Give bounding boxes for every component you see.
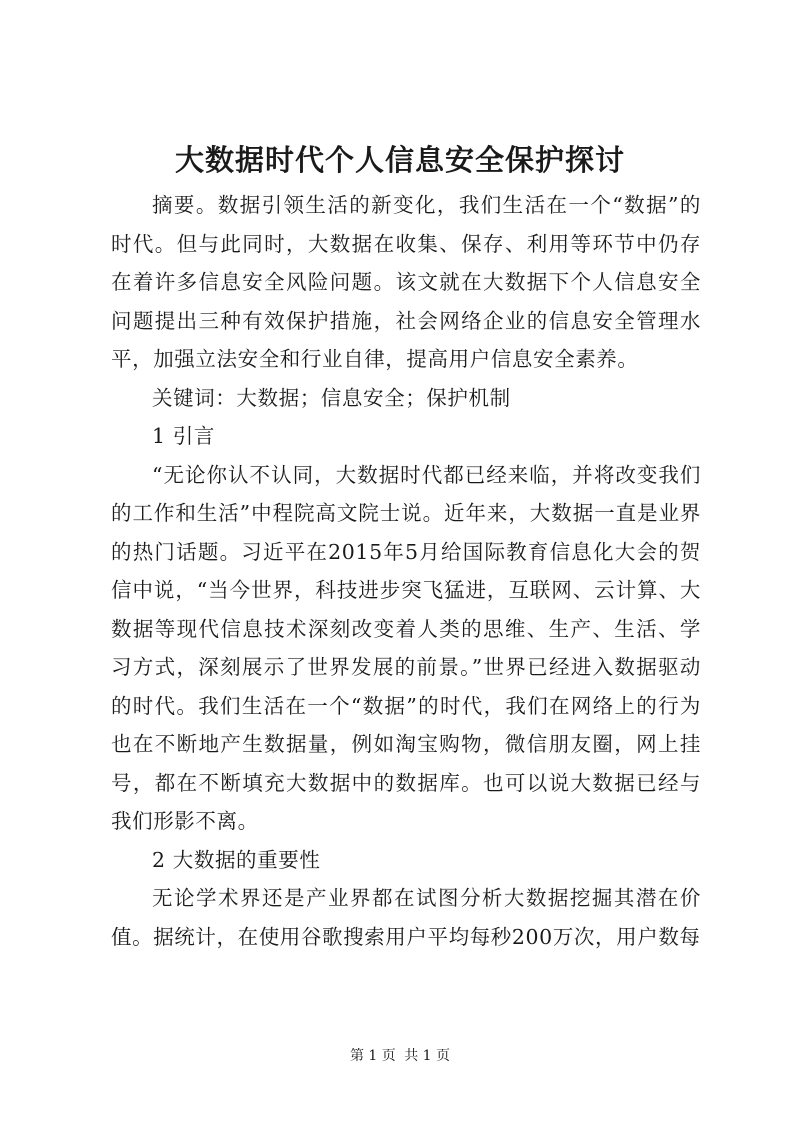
section-heading-introduction: 1 引言 [152,424,215,448]
section-heading-importance: 2 大数据的重要性 [152,847,321,872]
page-number: 第 1 页 [349,1048,396,1064]
abstract-paragraph: 摘要。数据引领生活的新变化，我们生活在一个“数据”的时代。但与此同时，大数据在收集、保存、利用等环节中仍存在着许多信息安全风险问题。该文就在大数据下个人信息安全问题提出三种有效保护措施，社会网络企业的信息安全管理水平，加强立法安全和行业自律，提高用户信息安全素养。 [111,193,701,371]
page-total: 共 1 页 [404,1048,451,1064]
importance-paragraph: 无论学术界还是产业界都在试图分析大数据挖掘其潜在价值。据统计，在使用谷歌搜索用户平均每秒200万次，用户数每 [111,886,701,949]
introduction-paragraph: “无论你认不认同，大数据时代都已经来临，并将改变我们的工作和生活”中程院高文院士说。近年来，大数据一直是业界的热门话题。习近平在2015年5月给国际教育信息化大会的贺信中说，“当今世界，科技进步突飞猛进，互联网、云计算、大数据等现代信息技术深刻改变着人类的思维、生产、生活、学习方式，深刻展示了世界发展的前景。”世界已经进入数据驱动的时代。我们生活在一个“数据”的时代，我们在网络上的行为也在不断地产生数据量，例如淘宝购物，微信朋友圈，网上挂号，都在不断填充大数据中的数据库。也可以说大数据已经与我们形影不离。 [111,462,701,833]
document-title: 大数据时代个人信息安全保护探讨 [174,143,625,177]
page-footer [0,1046,800,1066]
keywords-paragraph: 关键词：大数据；信息安全；保护机制 [152,385,511,410]
document-body [111,186,701,956]
